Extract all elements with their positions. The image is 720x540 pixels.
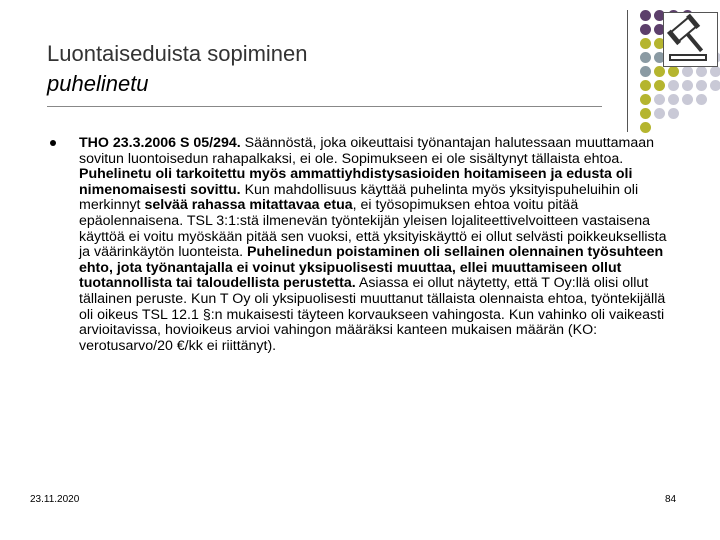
bullet-marker [50,140,56,146]
decorative-dot [640,38,651,49]
decorative-dot [640,52,651,63]
text-segment: THO 23.3.2006 S 05/294. [79,135,241,151]
decorative-dot [640,80,651,91]
decorative-dot [640,10,651,21]
text-segment: Kun mahdollisuus käyttää puhelinta myös yksityispuheluihin oli merkinnyt [79,181,639,214]
text-segment: Puhelinetu oli tarkoitettu myös ammattiyhdistysasioiden hoitamiseen ja edusta oli nimenomaisesti sovittu. [79,166,633,198]
decorative-dot [640,94,651,105]
decorative-dot [640,108,651,119]
gavel-icon [663,12,718,67]
title-line-2: puhelinetu [47,71,149,96]
decorative-dot [668,94,679,105]
decorative-dot [682,94,693,105]
title-divider [47,106,602,107]
decorative-dot [654,80,665,91]
footer-date: 23.11.2020 [30,494,80,505]
text-segment: Asiassa ei ollut näytetty, että T Oy:llä olisi ollut tällainen peruste. Kun T Oy oli yksipuolisesti muuttanut tällaista olennaista ehtoa, työntekijällä oli oikeus TSL 12.1 §:n mukaisesti täyteen korvaukseen vahingosta. Kun vahinko oli vaikeasti arvioitavissa, hovioikeus arvioi vahingon määräksi kanteen mukaisen määrän (KO: verotusarvo/20 €/kk ei riittänyt). [79,275,666,354]
page-number: 84 [665,494,677,505]
decorative-dot [682,80,693,91]
vertical-divider [627,10,628,132]
text-segment: , ei työsopimuksen ehtoa voitu pitää epäolennaisena. TSL 3:1:stä ilmenevän työntekijän yleisen lojaliteettivelvoitteen vastaisena käyttöä ei voitu myöskään pitää sen vuoksi, että yksityiskäyttö ei ollut selvästi poikkeuksellista ja väärinkäytön luonteista. [79,197,667,261]
decorative-dot [640,122,651,133]
decorative-dot [654,94,665,105]
text-segment: Puhelinedun poistaminen oli sellainen olennainen työsuhteen ehto, jota työnantajalla ei voinut yksipuolisesti muuttaa, ellei muuttamiseen ollut tuotannollista tai taloudellista perustetta. [79,244,664,292]
slide-title [47,40,567,98]
decorative-dot [654,108,665,119]
decorative-dot [696,80,707,91]
decorative-dot [696,94,707,105]
gavel-icon-svg [664,13,717,66]
body-paragraph [79,136,678,354]
decorative-dot [668,80,679,91]
decorative-dot [640,66,651,77]
decorative-dot [640,24,651,35]
content-area [50,136,678,354]
text-segment: Säännöstä, joka oikeuttaisi työnantajan halutessaan muuttamaan sovitun luontoisedun rahapalkaksi, ei ole. Sopimukseen ei ole sisältynyt tällaista ehtoa. [79,135,654,167]
text-segment: selvää rahassa mitattavaa etua [144,197,353,214]
title-line-1: Luontaiseduista sopiminen [47,41,308,66]
decorative-dot [710,80,720,91]
decorative-dot [668,108,679,119]
